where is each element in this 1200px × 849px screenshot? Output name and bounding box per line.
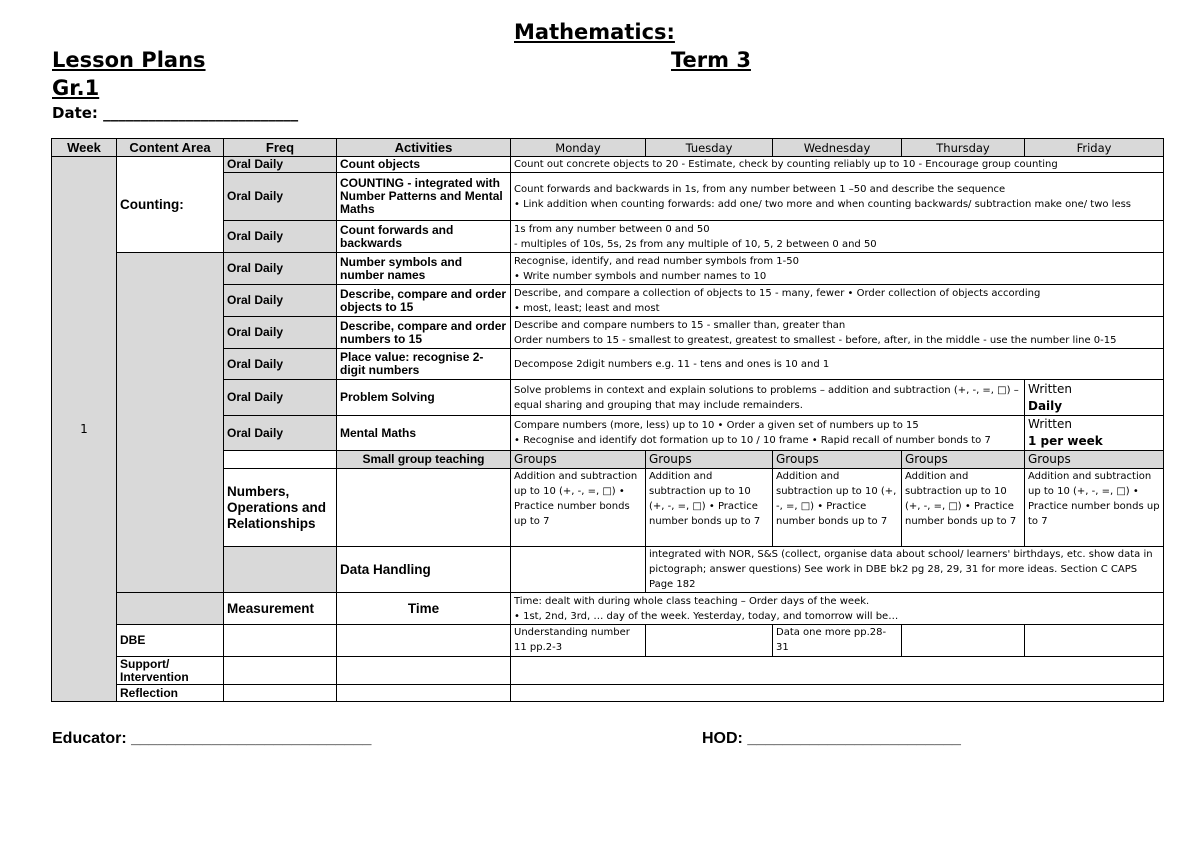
description-cell: Recognise, identify, and read number symbols from 1-50 • Write number symbols and number names to 10 [511,253,1164,285]
dbe-wednesday: Data one more pp.28-31 [773,625,902,657]
header-freq: Freq [224,139,337,157]
freq-cell: Oral Daily [224,157,337,173]
measurement-desc: Time: dealt with during whole class teaching – Order days of the week. • 1st, 2nd, 3rd, … day of the week. Yesterday, today, and tomorrow will be… [511,593,1164,625]
dbe-monday: Understanding number 11 pp.2-3 [511,625,646,657]
measurement-label: Measurement [224,593,337,625]
description-cell: 1s from any number between 0 and 50 - multiples of 10s, 5s, 2s from any multiple of 10, 5, 2 between 0 and 50 [511,221,1164,253]
freq-cell: Oral Daily [224,317,337,349]
small-group-label: Small group teaching [337,451,511,469]
table-row [52,625,1164,657]
lesson-plans-title: Lesson Plans [52,48,206,72]
activity-blank [337,685,511,702]
header-week: Week [52,139,117,157]
data-handling-desc: integrated with NOR, S&S (collect, organise data about school/ learners' birthdays, etc. show data in pictograph; answer questions) See work in DBE bk2 pg 28, 29, 31 for more ideas. Section C CAPS Page 182 [646,547,1164,593]
reflection-cell [511,685,1164,702]
nor-friday: Addition and subtraction up to 10 (+, -, =, □) • Practice number bonds up to 7 [1025,469,1164,547]
freq-cell: Oral Daily [224,221,337,253]
description-cell: Compare numbers (more, less) up to 10 • Order a given set of numbers up to 15 • Recognise and identify dot formation up to 10 / 10 frame • Rapid recall of number bonds to 7 [511,416,1025,451]
freq-blank [224,657,337,685]
reflection-label: Reflection [117,685,224,702]
description-cell: Decompose 2digit numbers e.g. 11 - tens and ones is 10 and 1 [511,349,1164,380]
dbe-friday [1025,625,1164,657]
content-area-blank [224,547,337,593]
freq-blank [224,685,337,702]
table-row [52,657,1164,685]
support-label: Support/ Intervention [117,657,224,685]
nor-label: Numbers, Operations and Relationships [224,469,337,547]
activity-blank [337,469,511,547]
date-field: Date: __________________________ [52,104,299,122]
freq-cell: Oral Daily [224,173,337,221]
lesson-plan-table [51,138,1164,702]
written-cell: Written 1 per week [1025,416,1164,451]
header-monday: Monday [511,139,646,157]
description-cell: Count out concrete objects to 20 - Estimate, check by counting reliably up to 10 - Encourage group counting [511,157,1164,173]
groups-wednesday: Groups [773,451,902,469]
support-cell [511,657,1164,685]
freq-cell: Oral Daily [224,349,337,380]
content-area-blank [117,593,224,625]
groups-friday: Groups [1025,451,1164,469]
activity-cell: Describe, compare and order numbers to 15 [337,317,511,349]
activity-cell: COUNTING - integrated with Number Patterns and Mental Maths [337,173,511,221]
freq-cell: Oral Daily [224,253,337,285]
activity-cell: Number symbols and number names [337,253,511,285]
table-header-row [52,139,1164,157]
hod-signature-field: HOD: ________________________ [702,730,961,747]
week-number-cell: 1 [52,157,117,702]
table-row [52,157,1164,173]
activity-cell: Count objects [337,157,511,173]
description-cell: Describe and compare numbers to 15 - smaller than, greater than Order numbers to 15 - smallest to greatest, greatest to smallest - before, after, in the middle - use the number line 0-15 [511,317,1164,349]
header-thursday: Thursday [902,139,1025,157]
freq-blank [224,625,337,657]
header-activities: Activities [337,139,511,157]
activity-blank [337,625,511,657]
activity-blank [337,657,511,685]
content-area-blank [117,253,224,593]
table-row [52,593,1164,625]
table-row [52,685,1164,702]
activity-cell: Describe, compare and order objects to 15 [337,285,511,317]
page-subject-title: Mathematics: [514,20,675,44]
activity-cell: Count forwards and backwards [337,221,511,253]
activity-cell: Place value: recognise 2-digit numbers [337,349,511,380]
freq-cell: Oral Daily [224,380,337,416]
nor-tuesday: Addition and subtraction up to 10 (+, -, =, □) • Practice number bonds up to 7 [646,469,773,547]
data-handling-label: Data Handling [337,547,511,593]
freq-cell: Oral Daily [224,416,337,451]
groups-monday: Groups [511,451,646,469]
nor-wednesday: Addition and subtraction up to 10 (+, -, =, □) • Practice number bonds up to 7 [773,469,902,547]
table-row [52,253,1164,285]
grade-title: Gr.1 [52,76,100,100]
nor-thursday: Addition and subtraction up to 10 (+, -, =, □) • Practice number bonds up to 7 [902,469,1025,547]
counting-content-area: Counting: [117,157,224,253]
activity-cell: Mental Maths [337,416,511,451]
written-cell: Written Daily [1025,380,1164,416]
header-wednesday: Wednesday [773,139,902,157]
groups-tuesday: Groups [646,451,773,469]
description-cell: Describe, and compare a collection of objects to 15 - many, fewer • Order collection of objects according • most, least; least and most [511,285,1164,317]
header-content-area: Content Area [117,139,224,157]
freq-blank [224,451,337,469]
nor-monday: Addition and subtraction up to 10 (+, -, =, □) • Practice number bonds up to 7 [511,469,646,547]
dbe-thursday [902,625,1025,657]
freq-cell: Oral Daily [224,285,337,317]
time-activity: Time [337,593,511,625]
dbe-label: DBE [117,625,224,657]
groups-thursday: Groups [902,451,1025,469]
activity-cell: Problem Solving [337,380,511,416]
activity-blank [511,547,646,593]
description-cell: Solve problems in context and explain solutions to problems – addition and subtraction (+, -, =, □) – equal sharing and grouping that may include remainders. [511,380,1025,416]
header-friday: Friday [1025,139,1164,157]
header-tuesday: Tuesday [646,139,773,157]
dbe-tuesday [646,625,773,657]
educator-signature-field: Educator: ___________________________ [52,730,372,747]
description-cell: Count forwards and backwards in 1s, from any number between 1 –50 and describe the sequence • Link addition when counting forwards: add one/ two more and when counting backwards/ subtraction make one/ two less [511,173,1164,221]
term-title: Term 3 [671,48,751,72]
